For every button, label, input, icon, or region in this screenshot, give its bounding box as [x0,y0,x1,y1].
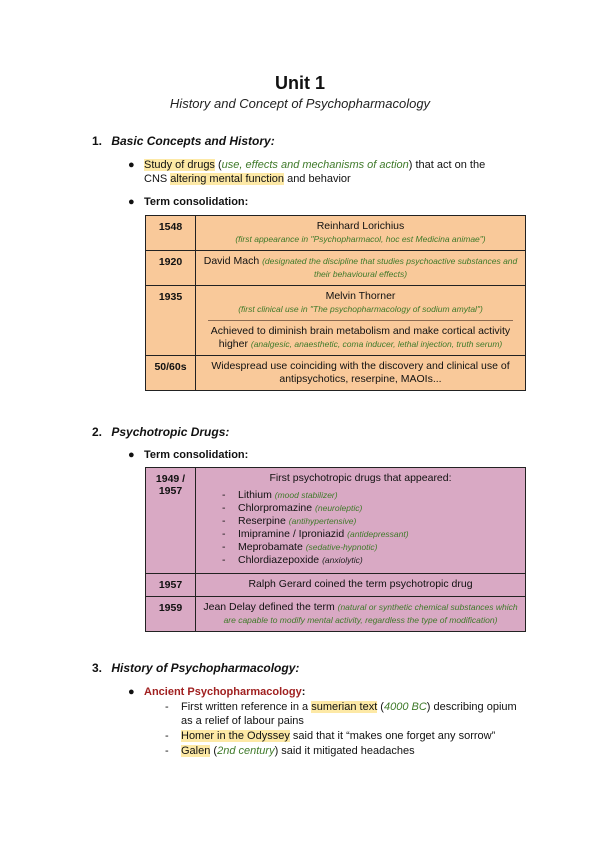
section-2-number: 2. [92,425,103,439]
row-note-2: (analgesic, anaesthetic, coma inducer, lethal injection, truth serum) [250,339,503,349]
item-text: Galen (2nd century) said it mitigated headaches [181,745,415,757]
table-row [146,356,526,391]
table-row [146,574,526,597]
dash: - [165,745,169,757]
item-text: First written reference in a sumerian text (4000 BC) describing opium as a relief of labour pains [181,701,517,727]
content-cell [196,216,526,251]
note-use-effects: use, effects and mechanisms of action [221,159,409,171]
year-cell: 1949 / 1957 [146,468,196,574]
bullet-dot: ● [128,686,135,698]
hl-study-of-drugs: Study of drugs [144,159,215,171]
bullet-text [144,685,494,699]
section-2-heading [92,425,229,439]
content-cell: Ralph Gerard coined the term psychotropic drug [196,574,526,597]
page-subtitle: History and Concept of Psychopharmacology [169,96,431,111]
bullet-dot: ● [128,196,135,208]
list-item: - Meprobamate (sedative-hypnotic) [222,541,378,553]
year-cell: 1935 [146,286,196,356]
table-row [146,286,526,356]
term-table-2 [145,467,526,632]
section-1-title: Basic Concepts and History: [111,134,275,148]
row-main: Jean Delay defined the term [203,601,338,613]
list-item: - Chlordiazepoxide (anxiolytic) [222,554,363,566]
year-cell: 1548 [146,216,196,251]
bullet-dot: ● [128,159,135,171]
row-main: Reinhard Lorichius [316,220,405,232]
table-row [146,216,526,251]
table-row [146,597,526,632]
bullet-text [144,158,494,186]
ancient-colon: : [301,686,306,698]
bullet-dot: ● [128,449,135,461]
section-3-title: History of Psychopharmacology: [111,661,300,675]
year-cell: 50/60s [146,356,196,391]
content-cell [196,251,526,286]
text-cns: ) that act on the CNS [144,159,486,185]
content-cell [196,597,526,632]
section-3-heading [92,661,299,675]
bullet-text: Term consolidation: [144,196,249,208]
dash: - [165,730,169,742]
text-behavior: and behavior [284,173,351,185]
section-1-heading [92,134,275,148]
page-title: Unit 1 [274,73,325,93]
term-table-1 [145,215,526,391]
row-main: David Mach [203,255,263,267]
row-note: (natural or synthetic chemical substances which are capable to modify mental activity, regardless the type of modification) [223,602,518,625]
table-row [146,251,526,286]
row-note: (first clinical use in "The psychopharmacology of sodium amytal") [238,304,483,314]
section-1-number: 1. [92,134,103,148]
bullet-text: Term consolidation: [144,449,249,461]
list-item: - Imipramine / Iproniazid (antidepressant) [222,528,409,540]
ancient-label: Ancient Psychopharmacology [144,686,302,698]
drug-list [222,489,519,567]
text-open: ( [214,159,222,171]
dash: - [165,701,169,713]
content-cell: Widespread use coinciding with the discovery and clinical use of antipsychotics, reserpine, MAOIs... [196,356,526,391]
year-cell: 1920 [146,251,196,286]
year-cell: 1957 [146,574,196,597]
section-3-number: 3. [92,661,103,675]
item-text: Homer in the Odyssey said that it “makes one forget any sorrow” [181,730,496,742]
section-2-title: Psychotropic Drugs: [111,425,230,439]
list-item: - Chlorpromazine (neuroleptic) [222,502,363,514]
row-main: First psychotropic drugs that appeared: [269,472,452,484]
content-cell [196,286,526,356]
divider [208,320,513,321]
row-note: (designated the discipline that studies psychoactive substances and their behavioural effects) [262,256,518,279]
row-note: (first appearance in "Psychopharmacol, hoc est Medicina animae") [235,234,486,244]
row-main: Melvin Thorner [325,290,396,302]
year-cell: 1959 [146,597,196,632]
row-main-2: Achieved to diminish brain metabolism and make cortical activity higher [210,325,511,350]
hl-altering-mental: altering mental function [170,173,285,185]
list-item: - Lithium (mood stabilizer) [222,489,338,501]
list-item: - Reserpine (antihypertensive) [222,515,357,527]
content-cell [196,468,526,574]
table-row [146,468,526,574]
